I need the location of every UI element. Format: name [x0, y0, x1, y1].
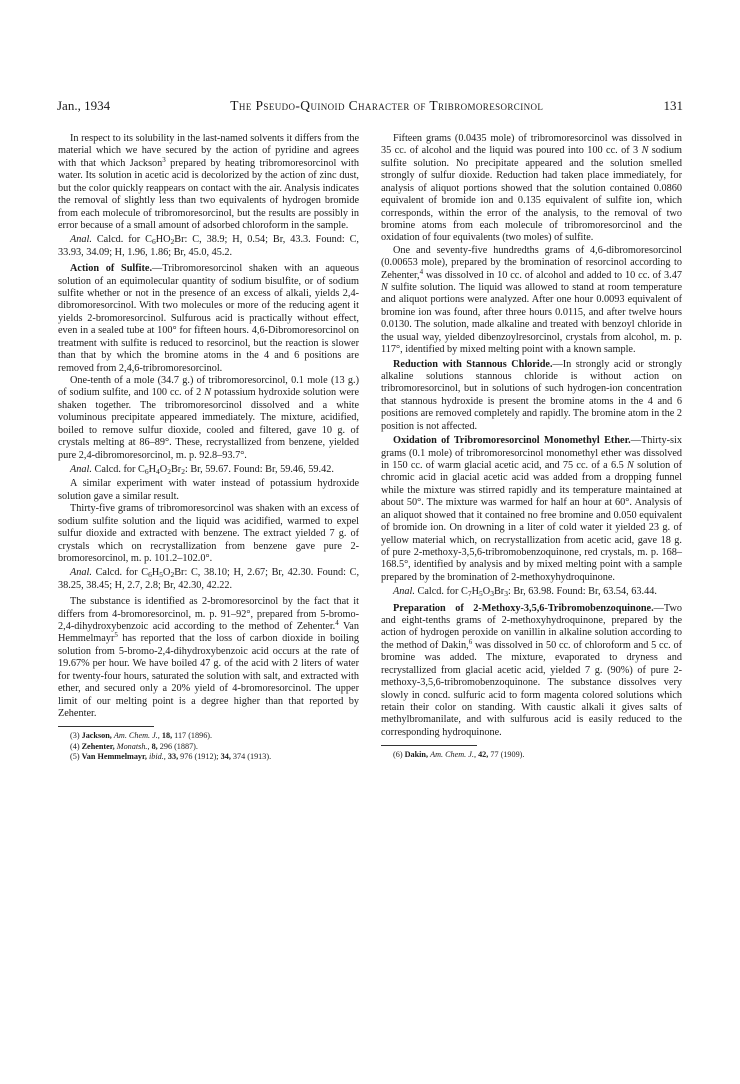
analysis-line: Anal. Calcd. for $C_6H_5O_2Br$: C, 38.10; H, 2.67; Br, 42.30. Found: C, 38.25, 38.45; H, 2.7, 2.8; Br, 42.30, 42.22. [58, 567, 360, 591]
footnote-rule [381, 745, 477, 746]
section-stannous: Reduction with Stannous Chloride.—In strongly acid or strongly alkaline solutions stannous chloride is without action on tribromoresorcinol, but in solutions of such hydrogen-ion concentration that stannous hydroxide is present the bromine atoms in the 4 and 6 positions are removed completely and rapidly. The bromine atom in the 2 position is not affected. [381, 358, 682, 432]
analysis-line: Anal. Calcd. for $C_6HO_2Br$: C, 38.9; H, 0.54; Br, 43.3. Found: C, 33.93, 34.09; H, 1.96, 1.86; Br, 45.0, 45.2. [58, 234, 359, 258]
page-number: 131 [663, 98, 683, 113]
footnote: (3) Jackson, Am. Chem. J., 18, 117 (1896). [70, 731, 213, 741]
footnote-ref: 5 [114, 631, 118, 640]
left-column [58, 133, 359, 762]
footnote-ref: 6 [468, 637, 473, 646]
right-column [381, 133, 682, 761]
footnote-rule [58, 726, 154, 727]
paragraph: In respect to its solubility in the last-named solvents it differs from the material which we have secured by the action of pyridine and agrees with that which Jackson$^3$ prepared by heating tribromoresorcinol with water. Its solution in acetic acid is decolorized by the action of zinc dust, but the color quickly reappears on contact with the air. Analysis indicates the removal of slightly less than two equivalents of hydrogen bromide from each molecule of tribromoresorcinol, but the results are possibly in error because of a small amount of adsorbed chloroform in the sample. [58, 133, 359, 231]
paragraph: One and seventy-five hundredths grams of 4,6-dibromoresorcinol (0.00653 mole), prepared by the bromination of resorcinol according to Zehenter,$^4$ was dissolved in 10 cc. of alcohol and added to 10 cc. of 3.47 N sulfite solution. The liquid was allowed to stand at room temperature and aliquot portions were analyzed. After one hour 0.0093 equivalent of bromine ion was found, after three hours 0.0115, and after twelve hours 0.0130. The solution, made alkaline and treated with benzoyl chloride in the usual way, yielded dibenzoylresorcinol, crystals from alcohol, m. p. 117°, identified by mixed melting point with a known sample. [381, 244, 682, 356]
section-heading: Action of Sulfite. [70, 263, 153, 275]
issue-date: Jan., 1934 [57, 98, 111, 113]
section-heading: Oxidation of Tribromoresorcinol Monomethyl Ether. [393, 435, 631, 447]
paragraph: Fifteen grams (0.0435 mole) of tribromoresorcinol was dissolved in 35 cc. of alcohol and the liquid was poured into 100 cc. of 3 N sodium sulfite solution. No precipitate appeared and the solution smelled strongly of sulfur dioxide. Reduction had taken place immediately, for analysis of aliquot portions showed that the solution contained 0.0860 equivalent of bromide ion and 0.135 equivalent of sulfite ion, which corresponds, within the error of the analysis, to the removal of two bromine atoms from each molecule of tribromoresorcinol and the oxidation of four equivalents (two moles) of sulfite. [381, 133, 682, 244]
running-title: The Pseudo-Quinoid Character of Tribromoresorcinol [230, 98, 544, 113]
paragraph: Thirty-five grams of tribromoresorcinol was shaken with an excess of sodium sulfite solution and the liquid was acidified, warmed to expel sulfur dioxide and extracted with benzene. The extract yielded 7 g. of crystals which on recrystallization from benzene gave pure 2-bromoresorcinol, m. p. 101.2–102.0°. [58, 503, 359, 564]
analysis-line: Anal. Calcd. for $C_7H_5O_3Br_3$: Br, 63.98. Found: Br, 63.54, 63.44. [393, 586, 657, 599]
running-header [57, 98, 683, 118]
paragraph: One-tenth of a mole (34.7 g.) of tribromoresorcinol, 0.1 mole (13 g.) of sodium sulfite, and 100 cc. of 2 N potassium hydroxide solution were shaken together. The tribromoresorcinol dissolved and a white voluminous precipitate appeared immediately. The mixture, acidified, boiled to remove sulfur dioxide, cooled and filtered, gave 10 g. of crystals melting at 86–89°. These, recrystallized from benzene, yielded pure 2,4-dibromoresorcinol, m. p. 92.8–93.7°. [58, 375, 359, 461]
footnote: (5) Van Hemmelmayr, ibid., 33, 976 (1912); 34, 374 (1913). [70, 752, 272, 761]
footnote: (4) Zehenter, Monatsh., 8, 296 (1887). [70, 741, 198, 751]
footnote-ref: 3 [162, 155, 166, 164]
paragraph: A similar experiment with water instead of potassium hydroxide solution gave a similar result. [58, 478, 359, 502]
footnote-ref: 4 [335, 619, 339, 628]
section-heading: Reduction with Stannous Chloride. [393, 358, 553, 370]
paragraph: The substance is identified as 2-bromoresorcinol by the fact that it differs from 4-bromoresorcinol, m. p. 91–92°, prepared from 5-bromo-2,4-dihydroxybenzoic acid according to the method of Zehenter.$^4$ Van Hemmelmayr$^5$ has reported that the loss of carbon dioxide in boiling solution from 5-bromo-2,4-dihydroxybenzoic acid occurs at the rate of 19.67% per hour. We have boiled 47 g. of the acid with 2 liters of water for twenty-four hours, saturated the solution with salt, and extracted with ether, and secured only a 20% yield of 4-bromoresorcinol. The upper limit of our melting point is a degree higher than that reported by Zehenter. [58, 596, 359, 719]
section-sulfite: Action of Sulfite.—Tribromoresorcinol shaken with an aqueous solution of an equimolecular quantity of sodium bisulfite, or of sodium sulfite whether or not in the presence of an excess of alkali, yields 2,4-dibromoresorcinol. With two molecules or more of the reducing agent it yields 2-bromoresorcinol. Sulfurous acid is practically without effect, even in a sealed tube at 100° for fifteen hours. 4,6-Dibromoresorcinol on treatment with sulfite is reduced to resorcinol, but the reaction is slower than that by which the bromine atoms in the 4 and 6 positions are removed from 2,4,6-tribromoresorcinol. [58, 263, 359, 374]
section-preparation: Preparation of 2-Methoxy-3,5,6-Tribromobenzoquinone.—Two and eight-tenths grams of 2-methoxyhydroquinone, prepared by the action of hydrogen peroxide on vanillin in alkaline solution according to the method of Dakin,$^6$ was dissolved in 50 cc. of chloroform and 5 cc. of bromine was added. The mixture, evaporated to dryness and recrystallized from glacial acetic acid, yielded 7 g. (90%) of pure 2-methoxy-3,5,6-tribromobenzoquinone. The substance dissolves very slowly in concd. sulfuric acid to form magenta colored solutions which retain their color on standing. With caustic alkali it gives salts of methylbromanilate, and with sulfurous acid is easily reduced to the corresponding hydroquinone. [381, 602, 683, 738]
footnote: (6) Dakin, Am. Chem. J., 42, 77 (1909). [393, 750, 525, 760]
footnote-ref: 4 [419, 267, 424, 276]
section-oxidation: Oxidation of Tribromoresorcinol Monomethyl Ether.—Thirty-six grams (0.1 mole) of tribromoresorcinol monomethyl ether was dissolved in 150 cc. of warm glacial acetic acid, and 75 cc. of a 6.5 N solution of chromic acid in glacial acetic acid was added from a dropping funnel while the mixture was stirred rapidly and its temperature maintained at about 50°. The mixture was warmed for half an hour at 60°. Analysis of an aliquot showed that it contained no free bromine and 0.050 equivalent of bromide ion. On drowning in a liter of cold water it yielded 23 g. of yellow material which, on recrystallization from acetic acid, gave 18 g. of pure 2-methoxy-3,5,6-tribromobenzoquinone, red crystals, m. p. 168–168.5°, identified by analysis and by mixed melting point with a sample prepared by the bromination of 2-methoxyhydroquinone. [381, 435, 682, 583]
analysis-line: Anal. Calcd. for $C_6H_4O_2Br_2$: Br, 59.67. Found: Br, 59.46, 59.42. [70, 463, 334, 476]
section-heading: Preparation of 2-Methoxy-3,5,6-Tribromobenzoquinone. [393, 602, 654, 614]
